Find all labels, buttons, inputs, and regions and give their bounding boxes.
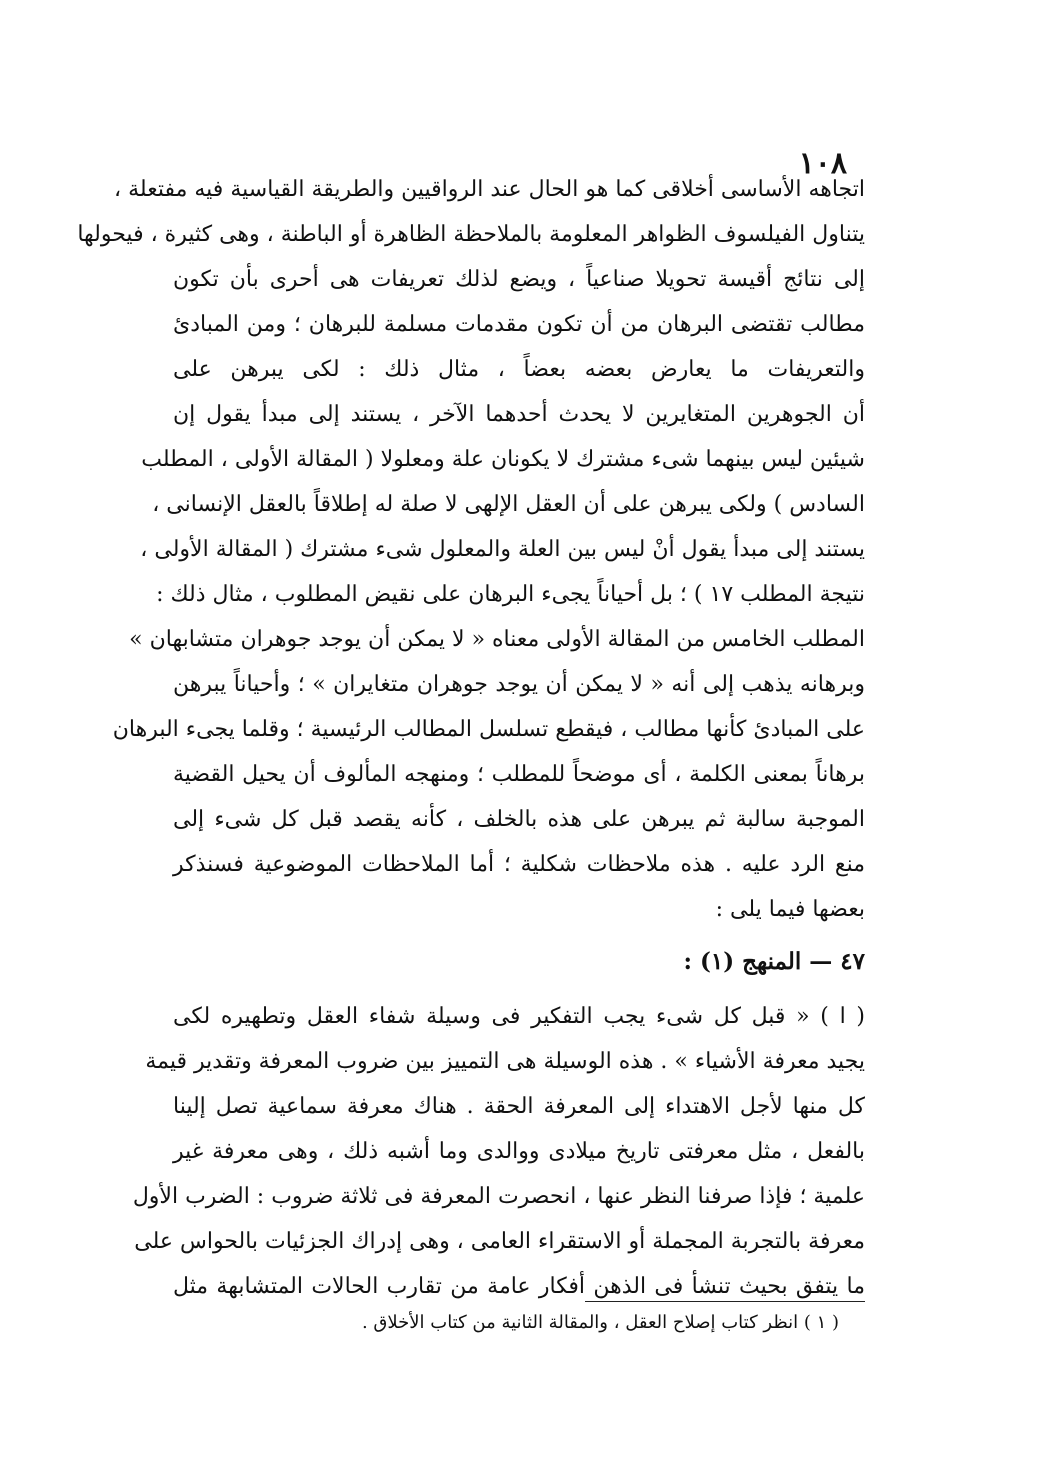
text-line: كل منها لأجل الاهتداء إلى المعرفة الحقة . هناك معرفة سماعية تصل إلينا <box>173 1094 865 1119</box>
text-line: يستند إلى مبدأ يقول أنْ ليس بين العلة والمعلول شىء مشترك ( المقالة الأولى ، <box>140 537 865 562</box>
text-line: منع الرد عليه . هذه ملاحظات شكلية ؛ أما الملاحظات الموضوعية فسنذكر <box>173 852 865 877</box>
text-line: ما يتفق بحيث تنشأ فى الذهن أفكار عامة من تقارب الحالات المتشابهة مثل <box>173 1274 865 1299</box>
text-line: علمية ؛ فإذا صرفنا النظر عنها ، انحصرت المعرفة فى ثلاثة ضروب : الضرب الأول <box>132 1184 865 1209</box>
text-line: إلى نتائج أقيسة تحويلا صناعياً ، ويضع لذلك تعريفات هى أحرى بأن تكون <box>173 267 865 292</box>
text-line: معرفة بالتجربة المجملة أو الاستقراء العامى ، وهى إدراك الجزئيات بالحواس على <box>134 1229 865 1254</box>
text-line: نتيجة المطلب ١٧ ) ؛ بل أحياناً يجىء البرهان على نقيض المطلوب ، مثال ذلك : <box>156 582 865 607</box>
section-heading: ٤٧ — المنهج (١) : <box>683 948 865 975</box>
footnote: ( ١ ) انظر كتاب إصلاح العقل ، والمقالة الثانية من كتاب الأخلاق . <box>361 1312 839 1333</box>
text-line: يجيد معرفة الأشياء » . هذه الوسيلة هى التمييز بين ضروب المعرفة وتقدير قيمة <box>145 1049 865 1074</box>
text-line: ( ا ) « قبل كل شىء يجب التفكير فى وسيلة شفاء العقل وتطهيره لكى <box>173 1004 865 1029</box>
text-line: بالفعل ، مثل معرفتى تاريخ ميلادى ووالدى وما أشبه ذلك ، وهى معرفة غير <box>173 1139 865 1164</box>
text-line: مطالب تقتضى البرهان من أن تكون مقدمات مسلمة للبرهان ؛ ومن المبادئ <box>173 312 865 337</box>
text-line: على المبادئ كأنها مطالب ، فيقطع تسلسل المطالب الرئيسية ؛ وقلما يجىء البرهان <box>112 717 865 742</box>
text-line: اتجاهه الأساسى أخلاقى كما هو الحال عند الرواقيين والطريقة القياسية فيه مفتعلة ، <box>114 177 865 202</box>
text-line: وبرهانه يذهب إلى أنه « لا يمكن أن يوجد جوهران متغايران » ؛ وأحياناً يبرهن <box>173 672 865 697</box>
text-line: يتناول الفيلسوف الظواهر المعلومة بالملاحظة الظاهرة أو الباطنة ، وهى كثيرة ، فيحولها <box>77 222 865 247</box>
text-line: بعضها فيما يلى : <box>715 897 865 922</box>
text-line: شيئين ليس بينهما شىء مشترك لا يكونان علة ومعلولا ( المقالة الأولى ، المطلب <box>141 447 865 472</box>
text-line: أن الجوهرين المتغايرين لا يحدث أحدهما الآخر ، يستند إلى مبدأ يقول إن <box>173 402 865 427</box>
body-paragraph-1 <box>77 167 865 932</box>
text-line: الموجبة سالبة ثم يبرهن على هذه بالخلف ، كأنه يقصد قبل كل شىء إلى <box>173 807 865 832</box>
text-line: والتعريفات ما يعارض بعضه بعضاً ، مثال ذلك : لكى يبرهن على <box>173 357 865 382</box>
body-paragraph-2 <box>132 994 865 1309</box>
footnote-divider <box>585 1301 865 1302</box>
text-line: المطلب الخامس من المقالة الأولى معناه « لا يمكن أن يوجد جوهران متشابهان » <box>129 627 865 652</box>
text-line: برهاناً بمعنى الكلمة ، أى موضحاً للمطلب ؛ ومنهجه المألوف أن يحيل القضية <box>173 762 865 787</box>
page-number: ١٠٨ <box>798 146 847 181</box>
text-line: السادس ) ولكى يبرهن على أن العقل الإلهى لا صلة له إطلاقاً بالعقل الإنسانى ، <box>152 492 865 517</box>
